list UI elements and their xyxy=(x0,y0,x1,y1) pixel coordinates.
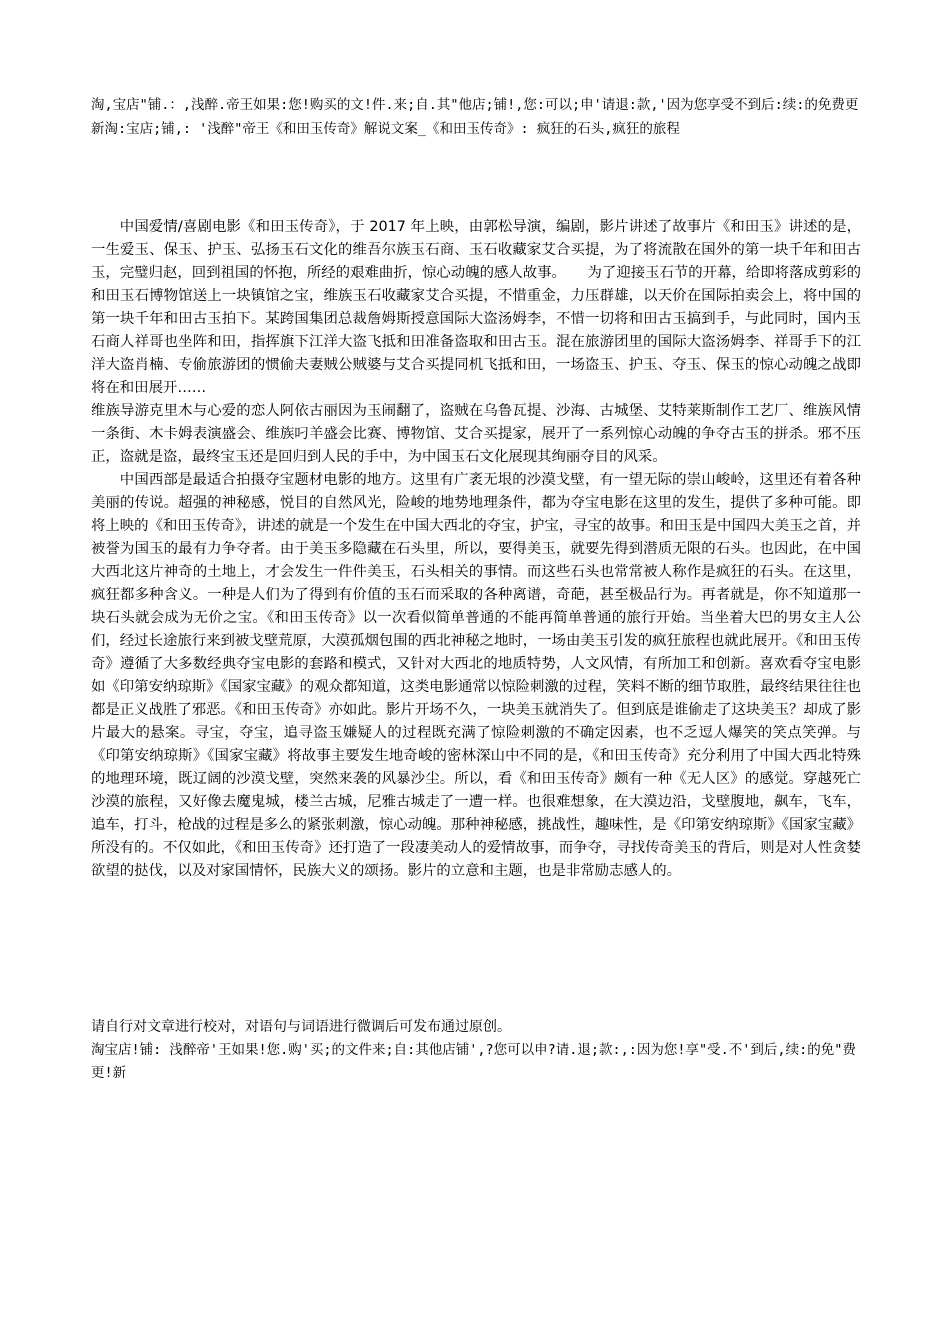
document-header: 淘,宝店"铺.：,浅醉.帝王如果:您!购买的文!件.来;自.其"他店;铺!,您:可以;申'请退:款,'因为您享受不到后:续:的免费更新淘:宝店;铺,: '浅醉"帝王《和田玉传奇》解说文案_《和田玉传奇》: 疯狂的石头,疯狂的旅程 xyxy=(91,97,859,137)
document-footer xyxy=(91,1016,866,1085)
article-paragraph-1: 中国爱情/喜剧电影《和田玉传奇》，于 2017 年上映，由郭松导演，编剧，影片讲述了故事片《和田玉》讲述的是，一生爱玉、保玉、护玉、弘扬玉石文化的维吾尔族玉石商、玉石收藏家艾合买提，为了将流散在国外的第一块千年和田古玉，完璧归赵，回到祖国的怀抱，所经的艰难曲折，惊心动魄的感人故事。 为了迎接玉石节的开幕，给即将落成剪彩的和田玉石博物馆送上一块镇馆之宝，维族玉石收藏家艾合买提，不惜重金，力压群雄，以天价在国际拍卖会上，将中国的第一块千年和田古玉拍下。某跨国集团总裁詹姆斯授意国际大盗汤姆李，不惜一切将和田古玉搞到手，与此同时，国内玉石商人祥哥也坐阵和田，指挥旗下江洋大盗飞抵和田准备盗取和田古玉。混在旅游团里的国际大盗汤姆李、祥哥手下的江洋大盗肖楠、专偷旅游团的惯偷夫妻贼公贼婆与艾合买提同机飞抵和田，一场盗玉、护玉、夺玉、保玉的惊心动魄之战即将在和田展开…… xyxy=(91,219,861,396)
article-paragraph-3: 中国西部是最适合拍摄夺宝题材电影的地方。这里有广袤无垠的沙漠戈壁，有一望无际的崇山峻岭，这里还有着各种美丽的传说。超强的神秘感，悦目的自然风光，险峻的地势地理条件，都为夺宝电影在这里的发生，提供了多种可能。即将上映的《和田玉传奇》，讲述的就是一个发生在中国大西北的夺宝，护宝，寻宝的故事。和田玉是中国四大美玉之首，并被誉为国玉的最有力争夺者。由于美玉多隐藏在石头里，所以，要得美玉，就要先得到潜质无限的石头。也因此，在中国大西北这片神奇的土地上，才会发生一件件美玉，石头相关的事情。而这些石头也常常被人称作是疯狂的石头。在这里，疯狂都多种含义。一种是人们为了得到有价值的玉石而采取的各种离谱，奇葩，甚至极品行为。再者就是，你不知道那一块石头就会成为无价之宝。《和田玉传奇》以一次看似简单普通的不能再简单普通的旅行开始。当坐着大巴的男女主人公们，经过长途旅行来到被戈壁荒原，大漠孤烟包围的西北神秘之地时，一场由美玉引发的疯狂旅程也就此展开。《和田玉传奇》遵循了大多数经典夺宝电影的套路和模式，又针对大西北的地质特势，人文风情，有所加工和创新。喜欢看夺宝电影如《印第安纳琼斯》《国家宝藏》的观众都知道，这类电影通常以惊险刺激的过程，笑料不断的细节取胜，最终结果往往也都是正义战胜了邪恶。《和田玉传奇》亦如此。影片开场不久，一块美玉就消失了。但到底是谁偷走了这块美玉？却成了影片最大的悬案。寻宝，夺宝，追寻盗玉嫌疑人的过程既充满了惊险刺激的不确定因素，也不乏逗人爆笑的笑点笑弹。与《印第安纳琼斯》《国家宝藏》将故事主要发生地奇峻的密林深山中不同的是，《和田玉传奇》充分利用了中国大西北特殊的地理环境，既辽阔的沙漠戈壁，突然来袭的风暴沙尘。所以，看《和田玉传奇》颇有一种《无人区》的感觉。穿越死亡沙漠的旅程，又好像去魔鬼城，楼兰古城，尼雅古城走了一遭一样。也很难想象，在大漠边沿，戈壁腹地，飙车，飞车，追车，打斗，枪战的过程是多么的紧张刺激，惊心动魄。那种神秘感，挑战性，趣味性，是《印第安纳琼斯》《国家宝藏》所没有的。不仅如此，《和田玉传奇》还打造了一段凄美动人的爱情故事，而争夺，寻找传奇美玉的背后，则是对人性贪婪欲望的挞伐，以及对家国情怀，民族大义的颂扬。影片的立意和主题，也是非常励志感人的。 xyxy=(91,472,861,879)
proofread-note: 请自行对文章进行校对，对语句与词语进行微调后可发布通过原创。 xyxy=(91,1019,511,1035)
shop-promo-text: 淘宝店!铺: 浅醉帝'王如果!您.购'买;的文件来;自:其他店铺',?您可以申?请.退;款:,:因为您!享"受.不'到后,续:的免"费更!新 xyxy=(91,1042,856,1081)
article-body xyxy=(91,216,861,883)
article-paragraph-2: 维族导游克里木与心爱的恋人阿依古丽因为玉闹翻了，盗贼在乌鲁瓦提、沙海、古城堡、艾特莱斯制作工艺厂、维族风情一条街、木卡姆表演盛会、维族叼羊盛会比赛、博物馆、艾合买提家，展开了一系列惊心动魄的争夺古玉的拼杀。邪不压正，盗就是盗，最终宝玉还是回归到人民的手中，为中国玉石文化展现其绚丽夺目的风采。 xyxy=(91,403,861,465)
